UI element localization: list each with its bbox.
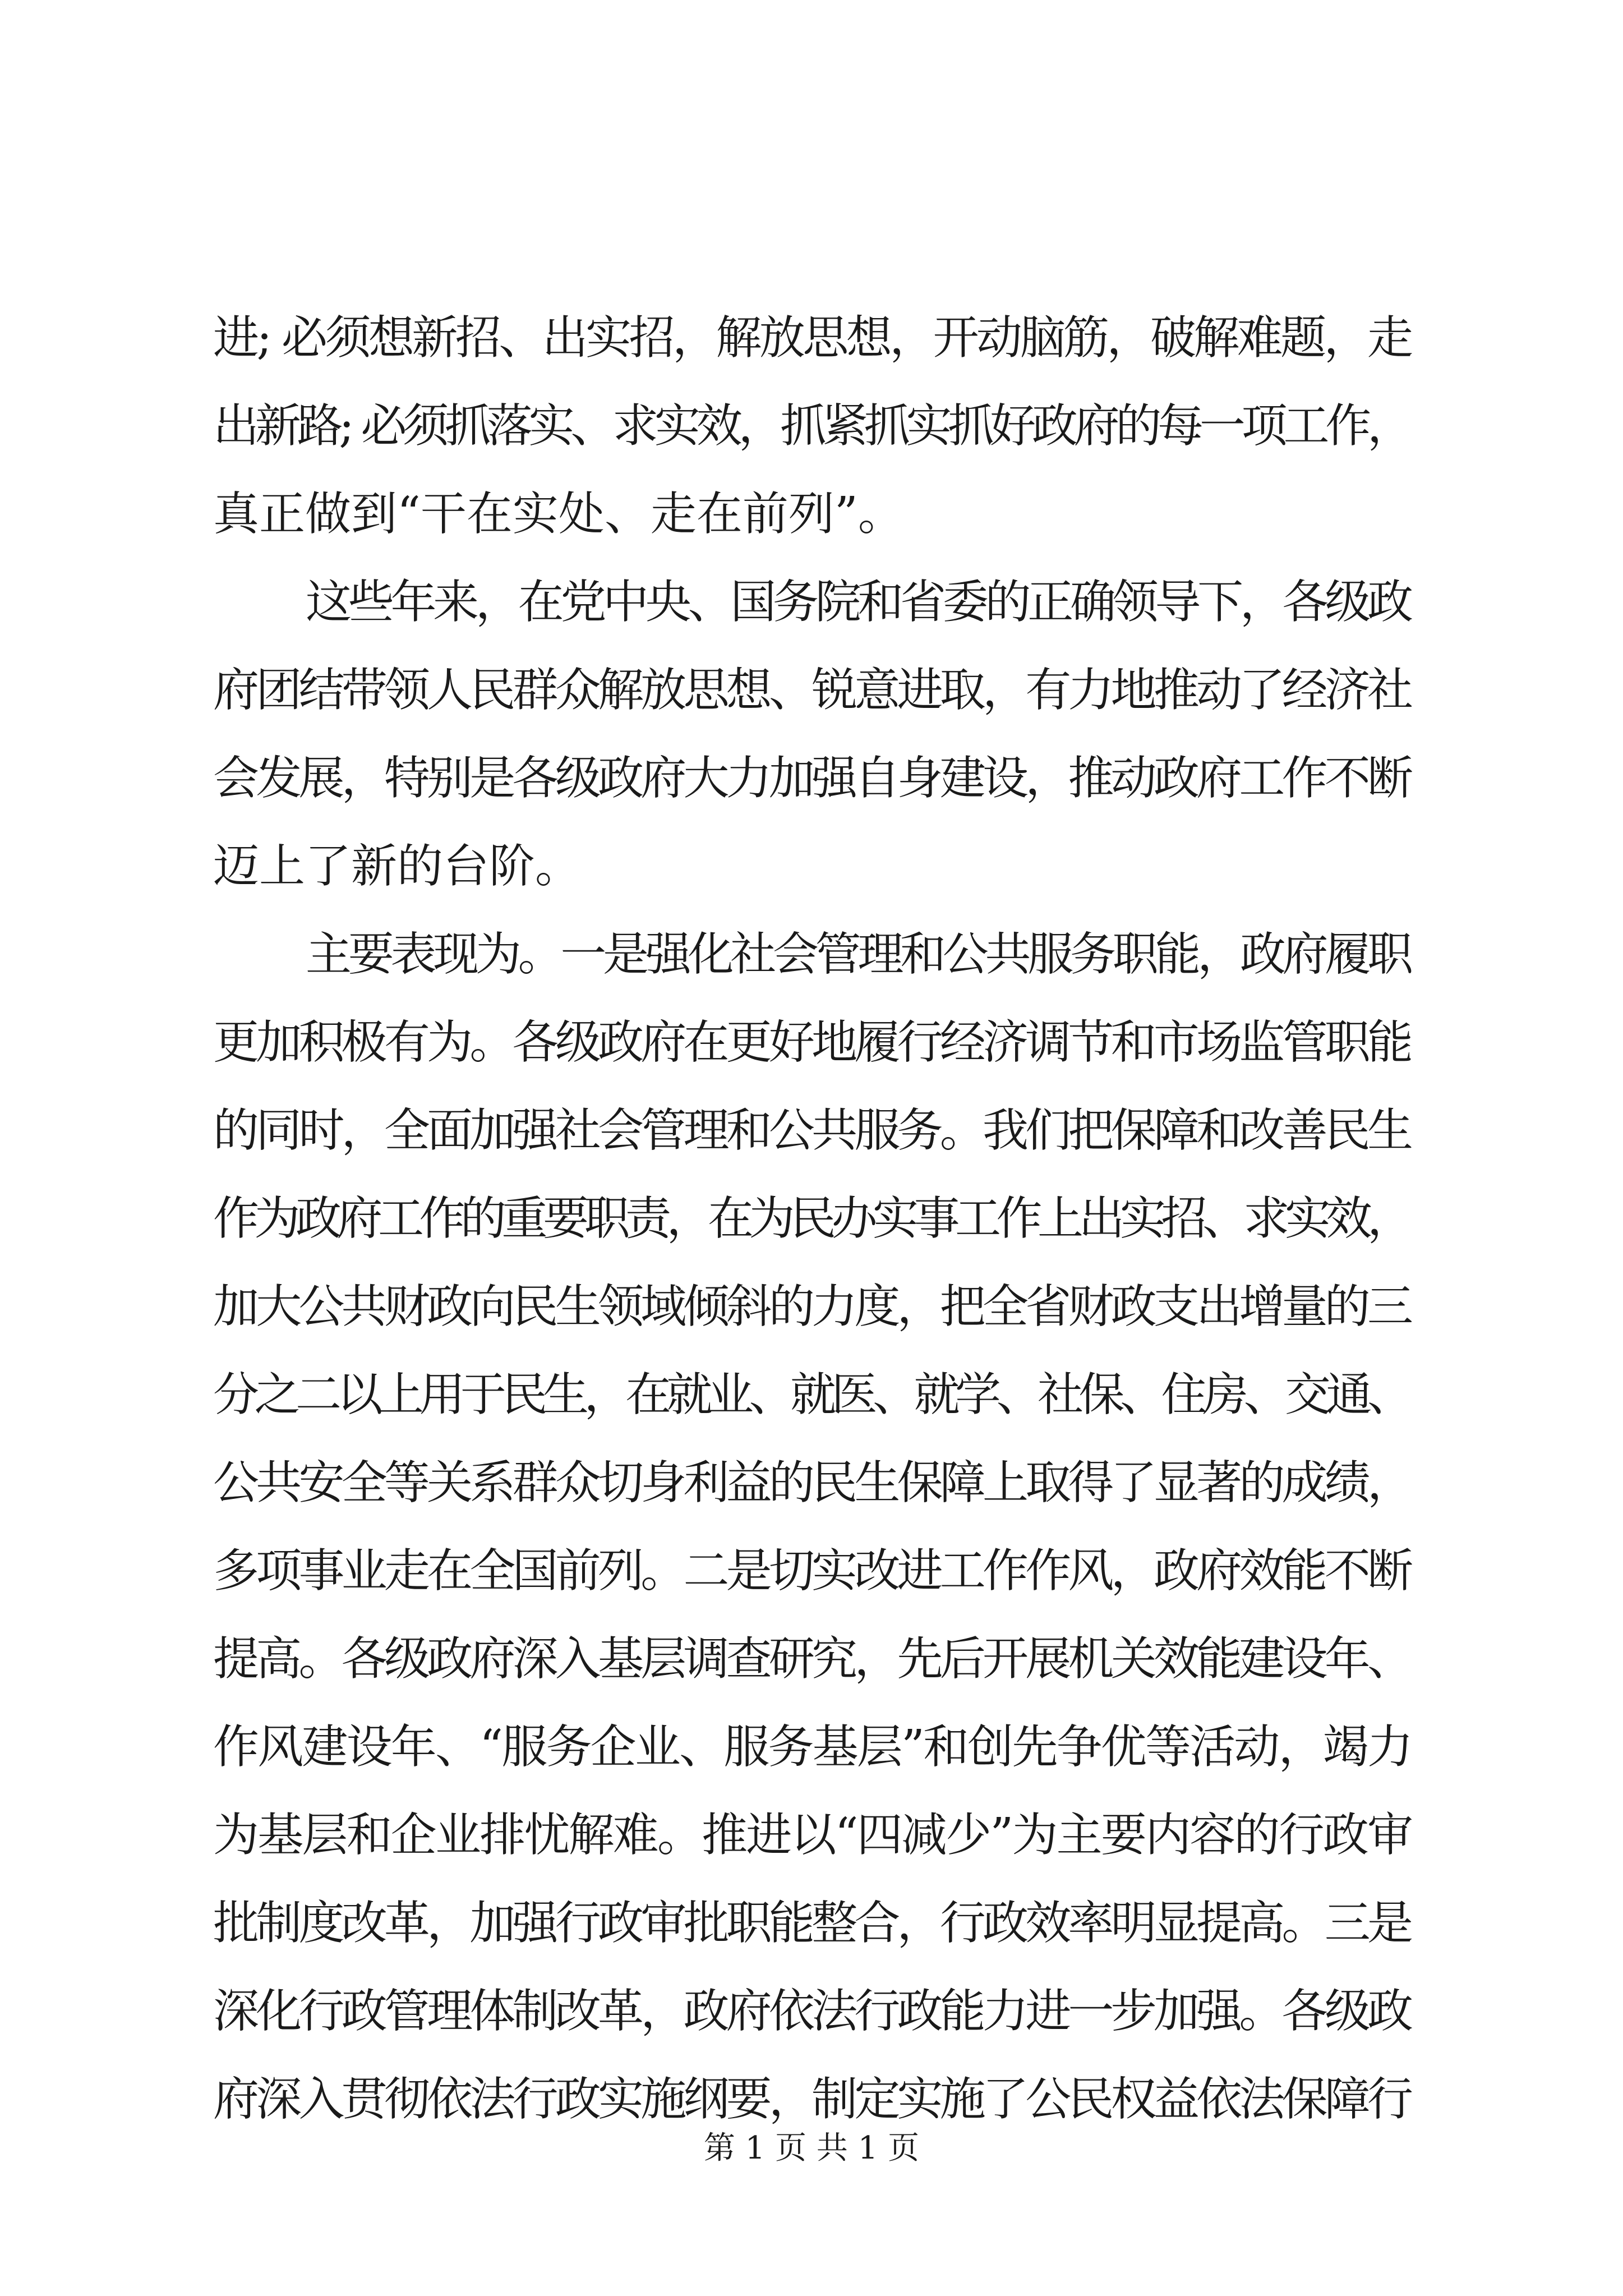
text-line: 真正做到“干在实处、走在前列”。	[213, 487, 904, 541]
text-line: 迈上了新的台阶。	[213, 840, 582, 893]
text-line: 作风建设年、“服务企业、服务基层”和创先争优等活动，竭力	[213, 1720, 1412, 1774]
text-line: 分之二以上用于民生，在就业、就医、就学、社保、住房、交通、	[213, 1368, 1409, 1421]
text-line: 府团结带领人民群众解放思想、锐意进取，有力地推动了经济社	[213, 664, 1410, 717]
text-line: 出新路; 必须抓落实、求实效，抓紧抓实抓好政府的每一项工作，	[213, 399, 1409, 453]
text-line: 深化行政管理体制改革，政府依法行政能力进一步加强。各级政	[213, 1985, 1410, 2038]
text-line: 会发展，特别是各级政府大力加强自身建设，推动政府工作不断	[213, 752, 1410, 805]
text-line: 的同时，全面加强社会管理和公共服务。我们把保障和改善民生	[213, 1104, 1410, 1157]
text-line: 进; 必须想新招、出实招，解放思想，开动脑筋，破解难题，走	[213, 311, 1411, 365]
text-line: 为基层和企业排忧解难。推进以“四减少”为主要内容的行政审	[213, 1809, 1412, 1862]
paragraph-first-line: 这些年来，在党中央、国务院和省委的正确领导下，各级政	[306, 576, 1410, 629]
text-line: 府深入贯彻依法行政实施纲要，制定实施了公民权益依法保障行	[213, 2073, 1410, 2126]
text-line: 作为政府工作的重要职责，在为民办实事工作上出实招、求实效，	[213, 1192, 1409, 1245]
paragraph-first-line: 主要表现为。一是强化社会管理和公共服务职能，政府履职	[306, 928, 1410, 981]
text-line: 公共安全等关系群众切身利益的民生保障上取得了显著的成绩，	[213, 1456, 1410, 1510]
text-line: 提高。各级政府深入基层调查研究，先后开展机关效能建设年、	[213, 1632, 1410, 1686]
text-line: 更加积极有为。各级政府在更好地履行经济调节和市场监管职能	[213, 1016, 1410, 1069]
page-footer: 第 1 页 共 1 页	[703, 2130, 920, 2166]
text-line: 加大公共财政向民生领域倾斜的力度，把全省财政支出增量的三	[213, 1280, 1410, 1333]
text-line: 多项事业走在全国前列。二是切实改进工作作风，政府效能不断	[213, 1544, 1410, 1598]
text-line: 批制度改革，加强行政审批职能整合，行政效率明显提高。三是	[213, 1897, 1410, 1950]
